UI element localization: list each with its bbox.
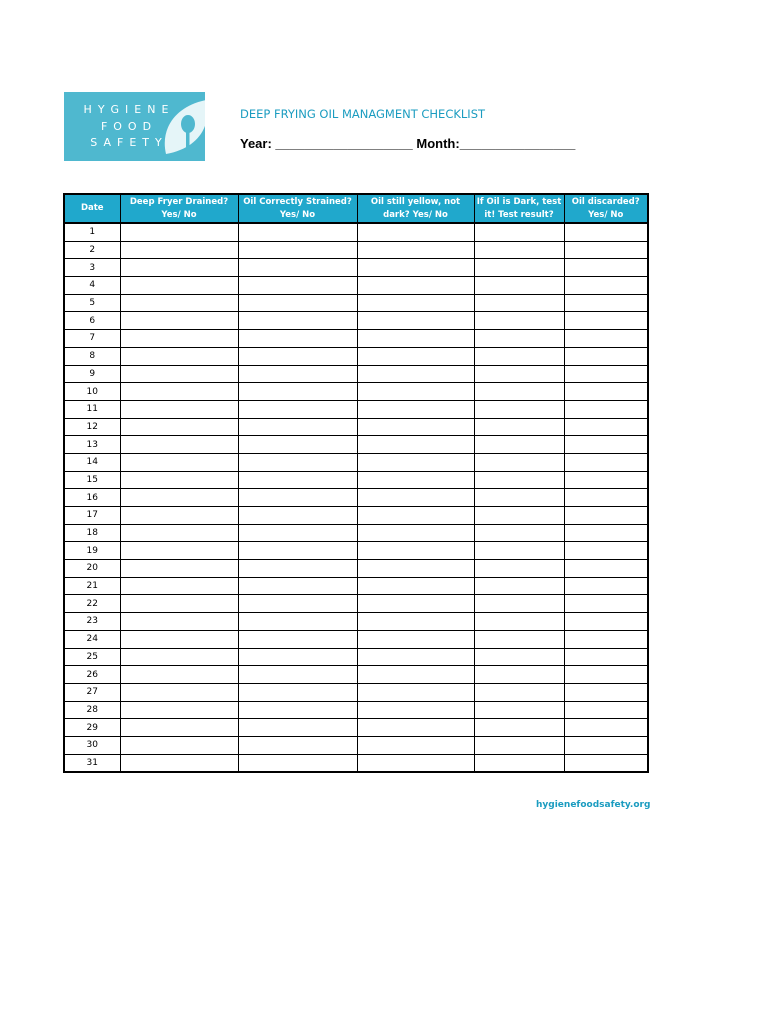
entry-cell[interactable] [474, 330, 564, 348]
entry-cell[interactable] [120, 542, 238, 560]
table-row [64, 241, 648, 259]
table-row [64, 471, 648, 489]
table-row [64, 259, 648, 277]
entry-cell[interactable] [120, 436, 238, 454]
date-cell: 28 [64, 701, 120, 719]
entry-cell[interactable] [474, 418, 564, 436]
entry-cell[interactable] [238, 507, 357, 525]
entry-cell[interactable] [238, 666, 357, 684]
date-cell: 6 [64, 312, 120, 330]
entry-cell[interactable] [564, 471, 648, 489]
entry-cell[interactable] [120, 223, 238, 241]
entry-cell[interactable] [120, 471, 238, 489]
entry-cell[interactable] [474, 400, 564, 418]
entry-cell[interactable] [564, 630, 648, 648]
logo-line-3: SAFETY [90, 136, 168, 149]
table-row [64, 736, 648, 754]
footer-website: hygienefoodsafety.org [536, 800, 651, 810]
entry-cell[interactable] [120, 630, 238, 648]
date-cell: 17 [64, 507, 120, 525]
entry-cell[interactable] [357, 754, 474, 772]
entry-cell[interactable] [564, 577, 648, 595]
entry-cell[interactable] [474, 259, 564, 277]
table-row [64, 365, 648, 383]
entry-cell[interactable] [120, 560, 238, 578]
table-row [64, 613, 648, 631]
entry-cell[interactable] [564, 613, 648, 631]
entry-cell[interactable] [120, 383, 238, 401]
entry-cell[interactable] [238, 560, 357, 578]
entry-cell[interactable] [564, 701, 648, 719]
entry-cell[interactable] [564, 312, 648, 330]
table-row [64, 294, 648, 312]
date-cell: 20 [64, 560, 120, 578]
entry-cell[interactable] [238, 259, 357, 277]
entry-cell[interactable] [120, 701, 238, 719]
entry-cell[interactable] [238, 277, 357, 295]
entry-cell[interactable] [564, 347, 648, 365]
entry-cell[interactable] [238, 719, 357, 737]
entry-cell[interactable] [564, 489, 648, 507]
entry-cell[interactable] [474, 436, 564, 454]
entry-cell[interactable] [474, 683, 564, 701]
table-row [64, 630, 648, 648]
entry-cell[interactable] [357, 701, 474, 719]
entry-cell[interactable] [474, 489, 564, 507]
date-cell: 25 [64, 648, 120, 666]
entry-cell[interactable] [120, 613, 238, 631]
header-date: Date [64, 194, 120, 223]
entry-cell[interactable] [357, 595, 474, 613]
entry-cell[interactable] [120, 259, 238, 277]
entry-cell[interactable] [238, 400, 357, 418]
date-cell: 22 [64, 595, 120, 613]
date-cell: 8 [64, 347, 120, 365]
entry-cell[interactable] [564, 453, 648, 471]
entry-cell[interactable] [474, 736, 564, 754]
entry-cell[interactable] [238, 383, 357, 401]
entry-cell[interactable] [564, 259, 648, 277]
entry-cell[interactable] [474, 648, 564, 666]
entry-cell[interactable] [357, 418, 474, 436]
table-row [64, 277, 648, 295]
header-fryer-drained: Deep Fryer Drained? Yes/ No [120, 194, 238, 223]
entry-cell[interactable] [564, 542, 648, 560]
entry-cell[interactable] [120, 489, 238, 507]
entry-cell[interactable] [357, 453, 474, 471]
entry-cell[interactable] [357, 683, 474, 701]
date-cell: 12 [64, 418, 120, 436]
entry-cell[interactable] [474, 542, 564, 560]
table-row [64, 347, 648, 365]
entry-cell[interactable] [238, 754, 357, 772]
table-row [64, 542, 648, 560]
date-cell: 4 [64, 277, 120, 295]
entry-cell[interactable] [564, 400, 648, 418]
entry-cell[interactable] [474, 347, 564, 365]
entry-cell[interactable] [564, 507, 648, 525]
entry-cell[interactable] [357, 648, 474, 666]
entry-cell[interactable] [120, 719, 238, 737]
entry-cell[interactable] [120, 347, 238, 365]
entry-cell[interactable] [564, 241, 648, 259]
entry-cell[interactable] [564, 595, 648, 613]
entry-cell[interactable] [357, 613, 474, 631]
entry-cell[interactable] [474, 507, 564, 525]
entry-cell[interactable] [238, 613, 357, 631]
entry-cell[interactable] [238, 436, 357, 454]
entry-cell[interactable] [474, 312, 564, 330]
table-row [64, 524, 648, 542]
date-cell: 13 [64, 436, 120, 454]
entry-cell[interactable] [564, 560, 648, 578]
entry-cell[interactable] [238, 648, 357, 666]
date-cell: 18 [64, 524, 120, 542]
table-row [64, 560, 648, 578]
entry-cell[interactable] [238, 241, 357, 259]
date-cell: 21 [64, 577, 120, 595]
entry-cell[interactable] [474, 577, 564, 595]
entry-cell[interactable] [357, 365, 474, 383]
entry-cell[interactable] [564, 666, 648, 684]
entry-cell[interactable] [120, 666, 238, 684]
entry-cell[interactable] [564, 719, 648, 737]
table-row [64, 330, 648, 348]
entry-cell[interactable] [357, 400, 474, 418]
table-row [64, 383, 648, 401]
checklist-table [63, 193, 649, 773]
entry-cell[interactable] [357, 630, 474, 648]
date-cell: 24 [64, 630, 120, 648]
entry-cell[interactable] [120, 330, 238, 348]
date-cell: 30 [64, 736, 120, 754]
table-row [64, 754, 648, 772]
entry-cell[interactable] [357, 489, 474, 507]
entry-cell[interactable] [564, 277, 648, 295]
entry-cell[interactable] [357, 294, 474, 312]
logo-line-1: HYGIENE [83, 103, 175, 116]
entry-cell[interactable] [357, 312, 474, 330]
entry-cell[interactable] [564, 418, 648, 436]
date-cell: 10 [64, 383, 120, 401]
entry-cell[interactable] [474, 365, 564, 383]
entry-cell[interactable] [238, 595, 357, 613]
entry-cell[interactable] [357, 347, 474, 365]
entry-cell[interactable] [238, 489, 357, 507]
entry-cell[interactable] [564, 754, 648, 772]
entry-cell[interactable] [357, 577, 474, 595]
entry-cell[interactable] [357, 736, 474, 754]
entry-cell[interactable] [357, 277, 474, 295]
date-cell: 2 [64, 241, 120, 259]
entry-cell[interactable] [357, 383, 474, 401]
entry-cell[interactable] [120, 595, 238, 613]
date-cell: 15 [64, 471, 120, 489]
entry-cell[interactable] [357, 330, 474, 348]
header-oil-strained: Oil Correctly Strained? Yes/ No [238, 194, 357, 223]
entry-cell[interactable] [238, 524, 357, 542]
entry-cell[interactable] [474, 560, 564, 578]
year-month-line: Year: ___________________ Month:________________ [240, 136, 576, 151]
entry-cell[interactable] [120, 648, 238, 666]
entry-cell[interactable] [120, 683, 238, 701]
table-row [64, 489, 648, 507]
entry-cell[interactable] [474, 701, 564, 719]
entry-cell[interactable] [357, 471, 474, 489]
entry-cell[interactable] [474, 294, 564, 312]
entry-cell[interactable] [474, 453, 564, 471]
entry-cell[interactable] [564, 330, 648, 348]
entry-cell[interactable] [564, 294, 648, 312]
entry-cell[interactable] [357, 436, 474, 454]
entry-cell[interactable] [120, 241, 238, 259]
date-cell: 3 [64, 259, 120, 277]
entry-cell[interactable] [238, 365, 357, 383]
entry-cell[interactable] [238, 683, 357, 701]
entry-cell[interactable] [474, 383, 564, 401]
table-row [64, 453, 648, 471]
entry-cell[interactable] [238, 418, 357, 436]
entry-cell[interactable] [474, 223, 564, 241]
table-row [64, 701, 648, 719]
entry-cell[interactable] [564, 223, 648, 241]
entry-cell[interactable] [564, 436, 648, 454]
date-cell: 9 [64, 365, 120, 383]
table-row [64, 719, 648, 737]
entry-cell[interactable] [564, 683, 648, 701]
entry-cell[interactable] [120, 453, 238, 471]
entry-cell[interactable] [564, 365, 648, 383]
entry-cell[interactable] [238, 223, 357, 241]
date-cell: 23 [64, 613, 120, 631]
table-body [64, 223, 648, 772]
entry-cell[interactable] [564, 383, 648, 401]
entry-cell[interactable] [120, 524, 238, 542]
entry-cell[interactable] [474, 277, 564, 295]
date-cell: 14 [64, 453, 120, 471]
date-cell: 31 [64, 754, 120, 772]
table-row [64, 648, 648, 666]
entry-cell[interactable] [474, 471, 564, 489]
table-row [64, 595, 648, 613]
hygiene-food-safety-logo [64, 92, 205, 161]
date-cell: 26 [64, 666, 120, 684]
entry-cell[interactable] [238, 312, 357, 330]
entry-cell[interactable] [474, 613, 564, 631]
page-title: DEEP FRYING OIL MANAGMENT CHECKLIST [240, 107, 486, 121]
entry-cell[interactable] [120, 312, 238, 330]
entry-cell[interactable] [564, 648, 648, 666]
entry-cell[interactable] [474, 524, 564, 542]
entry-cell[interactable] [357, 719, 474, 737]
table-row [64, 683, 648, 701]
date-cell: 29 [64, 719, 120, 737]
entry-cell[interactable] [238, 330, 357, 348]
entry-cell[interactable] [120, 277, 238, 295]
table-row [64, 223, 648, 241]
table-row [64, 312, 648, 330]
entry-cell[interactable] [357, 524, 474, 542]
entry-cell[interactable] [357, 560, 474, 578]
entry-cell[interactable] [120, 400, 238, 418]
entry-cell[interactable] [238, 577, 357, 595]
header-test-result: If Oil is Dark, test it! Test result? [474, 194, 564, 223]
header-oil-discarded: Oil discarded? Yes/ No [564, 194, 648, 223]
table-row [64, 666, 648, 684]
table-row [64, 436, 648, 454]
table-row [64, 507, 648, 525]
header-oil-yellow: Oil still yellow, not dark? Yes/ No [357, 194, 474, 223]
date-cell: 16 [64, 489, 120, 507]
date-cell: 27 [64, 683, 120, 701]
entry-cell[interactable] [474, 595, 564, 613]
entry-cell[interactable] [357, 223, 474, 241]
entry-cell[interactable] [474, 754, 564, 772]
entry-cell[interactable] [474, 666, 564, 684]
entry-cell[interactable] [120, 754, 238, 772]
entry-cell[interactable] [120, 577, 238, 595]
entry-cell[interactable] [238, 542, 357, 560]
entry-cell[interactable] [474, 241, 564, 259]
entry-cell[interactable] [357, 259, 474, 277]
entry-cell[interactable] [357, 507, 474, 525]
logo-line-2: FOOD [100, 120, 158, 133]
entry-cell[interactable] [357, 241, 474, 259]
date-cell: 19 [64, 542, 120, 560]
table-header-row [64, 194, 648, 223]
date-cell: 5 [64, 294, 120, 312]
entry-cell[interactable] [238, 347, 357, 365]
entry-cell[interactable] [564, 524, 648, 542]
entry-cell[interactable] [357, 542, 474, 560]
entry-cell[interactable] [474, 630, 564, 648]
table-row [64, 400, 648, 418]
entry-cell[interactable] [120, 294, 238, 312]
table-row [64, 418, 648, 436]
entry-cell[interactable] [238, 453, 357, 471]
entry-cell[interactable] [564, 736, 648, 754]
entry-cell[interactable] [120, 365, 238, 383]
entry-cell[interactable] [238, 630, 357, 648]
date-cell: 7 [64, 330, 120, 348]
table-row [64, 577, 648, 595]
entry-cell[interactable] [120, 736, 238, 754]
entry-cell[interactable] [120, 418, 238, 436]
entry-cell[interactable] [474, 719, 564, 737]
entry-cell[interactable] [238, 471, 357, 489]
entry-cell[interactable] [238, 294, 357, 312]
entry-cell[interactable] [238, 701, 357, 719]
entry-cell[interactable] [357, 666, 474, 684]
date-cell: 1 [64, 223, 120, 241]
entry-cell[interactable] [120, 507, 238, 525]
entry-cell[interactable] [238, 736, 357, 754]
date-cell: 11 [64, 400, 120, 418]
